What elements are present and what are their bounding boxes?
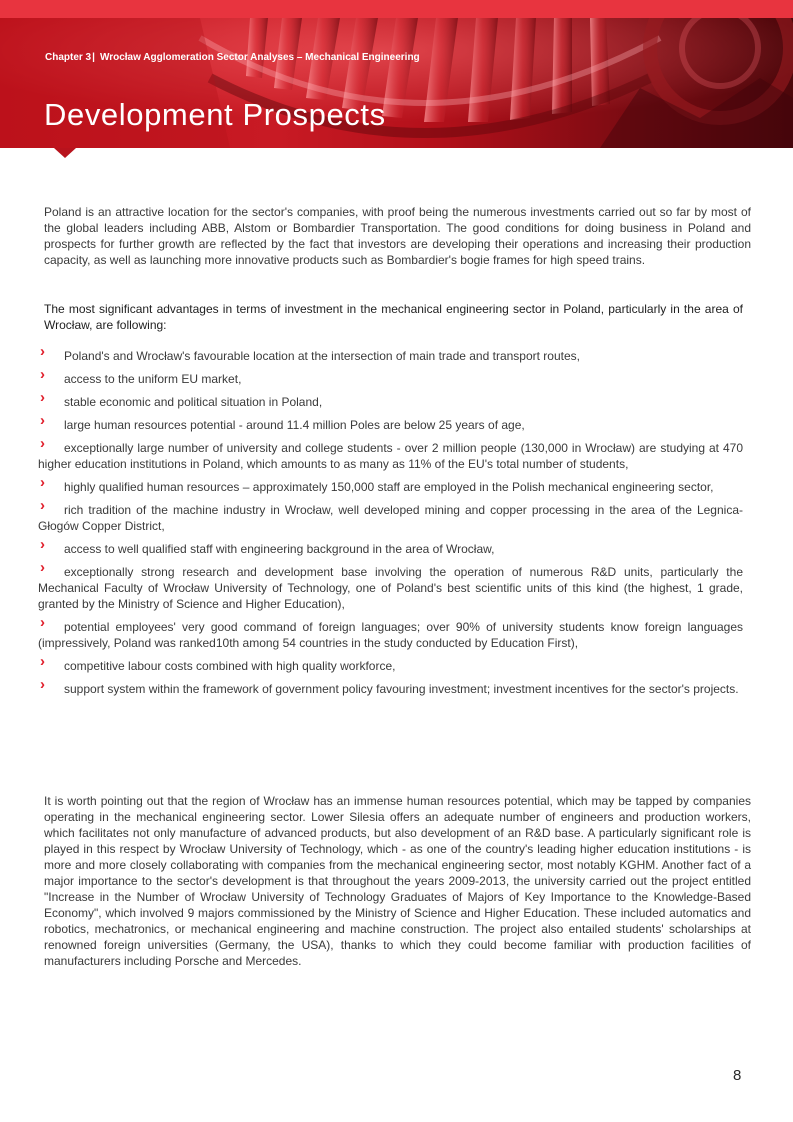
chevron-right-icon: › (40, 497, 45, 514)
advantages-intro: The most significant advantages in terms of investment in the mechanical engineering sector in Poland, particularly in the area of Wrocław, are following: (44, 302, 743, 332)
chevron-right-icon: › (40, 559, 45, 576)
chapter-label: Chapter 3 (45, 52, 92, 63)
page-number: 8 (733, 1067, 742, 1084)
chevron-right-icon: › (40, 435, 45, 452)
list-item-text: stable economic and political situation in Poland, (64, 395, 323, 409)
list-item (38, 536, 743, 557)
list-item-text: potential employees' very good command of foreign languages; over 90% of university students know foreign languages (impressively, Poland was ranked10th among 54 countries in the study conducted by Education First), (38, 620, 743, 650)
chevron-right-icon: › (40, 676, 45, 693)
list-item-text: support system within the framework of government policy favouring investment; investment incentives for the sector's projects. (64, 682, 739, 696)
chevron-right-icon: › (40, 366, 45, 383)
list-item-text: access to the uniform EU market, (64, 372, 242, 386)
chevron-right-icon: › (40, 389, 45, 406)
chevron-right-icon: › (40, 474, 45, 491)
section-label: Wrocław Agglomeration Sector Analyses – Mechanical Engineering (99, 52, 420, 63)
intro-paragraph: Poland is an attractive location for the sector's companies, with proof being the numerous investments carried out so far by most of the global leaders including ABB, Alstom or Bombardier Transportation. The good conditions for doing business in Poland and prospects for further growth are reflected by the fact that investors are developing their operations and increasing their production capacity, as well as launching more innovative products such as Bombardier's bogie frames for high speed trains. (44, 205, 751, 267)
breadcrumb-separator: | (92, 52, 95, 63)
list-item (38, 435, 743, 472)
chevron-right-icon: › (40, 653, 45, 670)
list-item-text: access to well qualified staff with engineering background in the area of Wrocław, (64, 542, 495, 556)
banner-pointer (54, 148, 76, 158)
list-item (38, 676, 743, 697)
page-title: Development Prospects (44, 96, 386, 132)
chevron-right-icon: › (40, 343, 45, 360)
list-item (38, 343, 743, 364)
list-item-text: exceptionally large number of university and college students - over 2 million people (130,000 in Wrocław) are studying at 470 higher education institutions in Poland, which amounts to as many as 11% of the EU's total number of students, (38, 441, 743, 471)
closing-paragraph: It is worth pointing out that the region of Wrocław has an immense human resources potential, which may be tapped by companies operating in the mechanical engineering sector. Lower Silesia offers an adequate number of engineers and production workers, which facilitates not only manufacture of advanced products, but also development of an R&D base. A particularly significant role is played in this respect by Wrocław University of Technology, which - as one of the country's leading higher education institutions - is more and more closely collaborating with companies from the mechanical engineering sector, most notably KGHM. Another fact of a major importance to the sector's development is that throughout the years 2009-2013, the university carried out the project entitled "Increase in the Number of Wrocław University of Technology Graduates of Majors of Key Importance to the Knowledge-Based Economy", which involved 9 majors commissioned by the Ministry of Science and Higher Education. These included automatics and robotics, mechatronics, or mechanical engineering and machine construction. The project also entailed students' scholarships at renowned foreign universities (Germany, the USA), thanks to which they could become familiar with production facilities of manufacturers including Porsche and Mercedes. (44, 794, 751, 968)
breadcrumb (45, 52, 420, 63)
list-item (38, 614, 743, 651)
chevron-right-icon: › (40, 536, 45, 553)
list-item-text: highly qualified human resources – approximately 150,000 staff are employed in the Polish mechanical engineering sector, (64, 480, 714, 494)
list-item (38, 474, 743, 495)
advantages-list (38, 343, 743, 704)
chevron-right-icon: › (40, 614, 45, 631)
list-item (38, 366, 743, 387)
list-item (38, 497, 743, 534)
list-item (38, 559, 743, 612)
list-item-text: large human resources potential - around 11.4 million Poles are below 25 years of age, (64, 418, 525, 432)
chevron-right-icon: › (40, 412, 45, 429)
top-accent-strip (0, 0, 793, 18)
list-item-text: exceptionally strong research and development base involving the operation of numerous R&D units, particularly the Mechanical Faculty of Wrocław University of Technology, one of Poland's best scientific units of this kind (the highest, 1 grade, granted by the Ministry of Science and Higher Education), (38, 565, 743, 611)
list-item-text: rich tradition of the machine industry in Wrocław, well developed mining and copper processing in the area of the Legnica-Głogów Copper District, (38, 503, 743, 533)
list-item (38, 653, 743, 674)
list-item (38, 412, 743, 433)
list-item-text: competitive labour costs combined with high quality workforce, (64, 659, 396, 673)
list-item (38, 389, 743, 410)
list-item-text: Poland's and Wrocław's favourable location at the intersection of main trade and transport routes, (64, 349, 580, 363)
